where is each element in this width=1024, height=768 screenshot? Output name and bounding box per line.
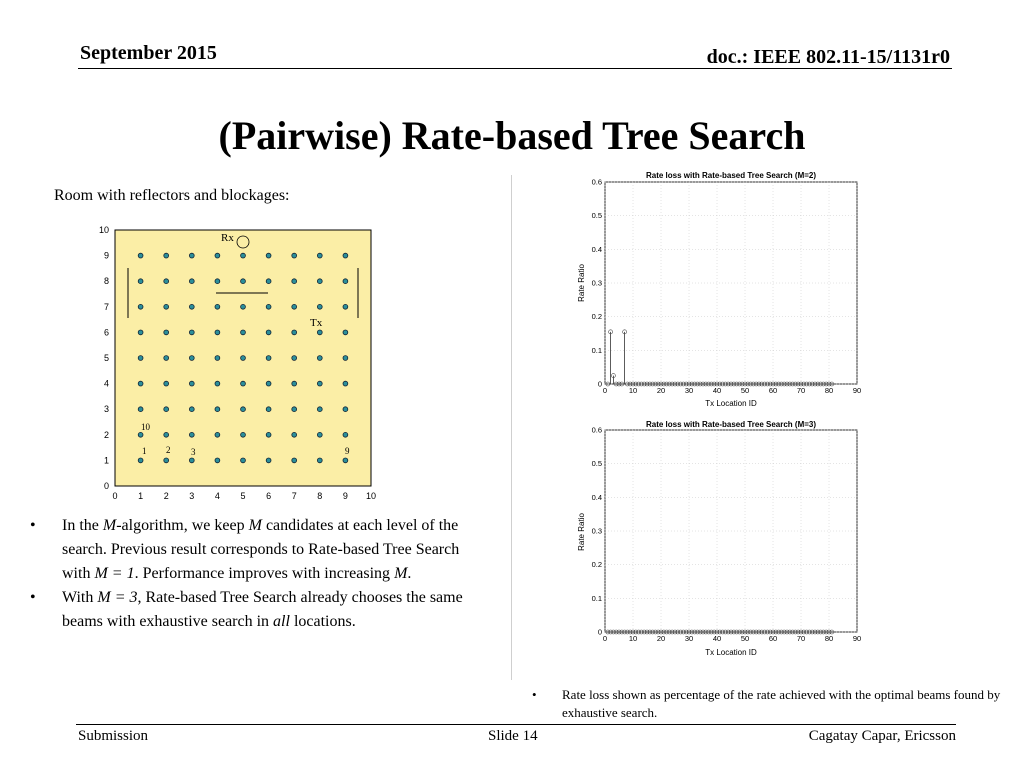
x-tick-label: 7 [291, 491, 297, 501]
chart-ylabel: Rate Ratio [577, 264, 586, 302]
y-tick-label: 0 [103, 481, 109, 491]
tx-location-point [292, 356, 297, 361]
tx-location-point [164, 253, 169, 258]
y-tick-label: 9 [103, 250, 109, 261]
tx-location-point [266, 356, 271, 361]
x-tick-label: 8 [317, 491, 323, 501]
x-tick-label: 0 [602, 634, 608, 643]
y-tick-label: 0 [597, 379, 602, 389]
tx-location-point [343, 381, 348, 386]
x-tick-label: 60 [768, 634, 778, 643]
x-tick-label: 6 [266, 491, 272, 501]
tx-location-point [215, 407, 220, 412]
y-tick-label: 0.4 [591, 244, 602, 254]
tx-location-point [241, 356, 246, 361]
tx-location-point [189, 356, 194, 361]
note-text: Rate loss shown as percentage of the rate achieved with the optimal beams found by exhaustive search. [562, 687, 1001, 720]
footer-slide-number: Slide 14 [488, 728, 538, 744]
y-tick-label: 0 [597, 627, 602, 637]
x-tick-label: 5 [240, 491, 246, 501]
tx-location-point [138, 304, 143, 309]
y-tick-label: 10 [98, 225, 109, 235]
x-tick-label: 10 [365, 491, 377, 501]
tx-location-point [215, 279, 220, 284]
tx-location-point [138, 330, 143, 335]
tx-location-point [164, 407, 169, 412]
tx-location-point [189, 381, 194, 386]
header-doc-id: doc.: IEEE 802.11-15/1131r0 [706, 46, 950, 68]
tx-location-point [189, 407, 194, 412]
x-tick-label: 10 [628, 634, 638, 643]
y-tick-label: 0.2 [591, 560, 602, 570]
tx-location-point [138, 381, 143, 386]
x-tick-label: 90 [852, 386, 862, 395]
tx-location-point [189, 253, 194, 258]
y-tick-label: 2 [103, 429, 109, 440]
tx-location-point [317, 330, 322, 335]
column-divider [511, 175, 512, 680]
tx-location-point [138, 407, 143, 412]
tx-location-point [215, 381, 220, 386]
point-label-9: 9 [345, 446, 350, 456]
x-tick-label: 50 [740, 634, 750, 643]
x-tick-label: 70 [796, 634, 806, 643]
tx-location-point [343, 458, 348, 463]
tx-location-point [164, 304, 169, 309]
x-tick-label: 60 [768, 386, 778, 395]
point-label-3: 3 [191, 447, 196, 457]
tx-location-point [266, 381, 271, 386]
y-tick-label: 6 [103, 327, 109, 338]
x-tick-label: 90 [852, 634, 862, 643]
tx-location-point [317, 253, 322, 258]
tx-location-point [266, 330, 271, 335]
tx-location-point [138, 356, 143, 361]
x-tick-label: 0 [112, 491, 118, 501]
point-label-2: 2 [166, 445, 171, 455]
x-tick-label: 40 [712, 634, 722, 643]
tx-location-point [241, 432, 246, 437]
tx-location-point [241, 304, 246, 309]
point-label-10: 10 [141, 422, 150, 432]
note-bullet: • [532, 687, 537, 702]
chart-title: Rate loss with Rate-based Tree Search (M=2) [645, 171, 817, 180]
y-tick-label: 0.1 [591, 593, 602, 603]
tx-location-point [189, 330, 194, 335]
x-tick-label: 2 [163, 491, 169, 501]
tx-location-point [292, 304, 297, 309]
room-caption: Room with reflectors and blockages: [54, 187, 290, 204]
tx-location-point [215, 330, 220, 335]
tx-location-point [164, 279, 169, 284]
tx-location-point [189, 458, 194, 463]
x-tick-label: 4 [214, 491, 220, 501]
tx-location-point [241, 407, 246, 412]
x-tick-label: 40 [712, 386, 722, 395]
footer-author: Cagatay Capar, Ericsson [808, 728, 956, 744]
y-tick-label: 0.2 [591, 312, 602, 322]
tx-location-point [292, 432, 297, 437]
y-tick-label: 0.4 [591, 492, 602, 502]
tx-location-point [317, 407, 322, 412]
tx-location-point [189, 279, 194, 284]
y-tick-label: 8 [103, 276, 109, 287]
chart-xlabel: Tx Location ID [705, 399, 757, 408]
tx-location-point [317, 458, 322, 463]
y-tick-label: 4 [103, 378, 109, 389]
tx-location-point [343, 279, 348, 284]
x-tick-label: 30 [684, 634, 694, 643]
tx-label: Tx [310, 317, 323, 329]
y-tick-label: 0.6 [591, 425, 602, 435]
tx-location-point [266, 279, 271, 284]
tx-location-point [189, 304, 194, 309]
tx-location-point [266, 458, 271, 463]
tx-location-point [292, 407, 297, 412]
y-tick-label: 1 [103, 455, 109, 466]
tx-location-point [343, 356, 348, 361]
tx-location-point [266, 253, 271, 258]
tx-location-point [215, 356, 220, 361]
tx-location-point [138, 458, 143, 463]
tx-location-point [164, 356, 169, 361]
point-label-1: 1 [142, 446, 147, 456]
y-tick-label: 5 [103, 353, 109, 363]
tx-location-point [343, 253, 348, 258]
tx-location-point [343, 407, 348, 412]
rx-label: Rx [221, 232, 234, 244]
x-tick-label: 80 [824, 634, 834, 643]
tx-location-point [317, 304, 322, 309]
tx-location-point [164, 330, 169, 335]
tx-location-point [266, 304, 271, 309]
tx-location-point [317, 432, 322, 437]
bullet-item: • With M = 3, Rate-based Tree Search already chooses the same beams with exhaustive search in all locations. [30, 586, 470, 634]
tx-location-point [215, 304, 220, 309]
tx-location-point [138, 253, 143, 258]
tx-location-point [292, 458, 297, 463]
tx-location-point [292, 381, 297, 386]
footer-submission: Submission [78, 728, 149, 744]
tx-location-point [138, 432, 143, 437]
chart-title: Rate loss with Rate-based Tree Search (M=3) [645, 420, 817, 429]
x-tick-label: 30 [684, 386, 694, 395]
tx-location-point [164, 458, 169, 463]
slide-title: (Pairwise) Rate-based Tree Search [218, 113, 806, 158]
tx-location-point [241, 253, 246, 258]
tx-location-point [215, 432, 220, 437]
tx-location-point [317, 381, 322, 386]
chart-xlabel: Tx Location ID [705, 648, 757, 657]
tx-location-point [241, 381, 246, 386]
x-tick-label: 9 [342, 491, 348, 501]
y-tick-label: 0.6 [591, 177, 602, 187]
bullet-list [30, 514, 470, 634]
tx-location-point [241, 279, 246, 284]
tx-location-point [317, 279, 322, 284]
y-tick-label: 0.3 [591, 278, 602, 288]
chart-m2 [565, 168, 870, 410]
chart-m3 [565, 416, 870, 660]
y-tick-label: 0.3 [591, 526, 602, 536]
x-tick-label: 20 [656, 634, 666, 643]
tx-location-point [343, 330, 348, 335]
y-tick-label: 7 [103, 301, 109, 312]
y-tick-label: 0.1 [591, 345, 602, 355]
tx-location-point [215, 253, 220, 258]
tx-location-point [292, 279, 297, 284]
tx-location-point [343, 432, 348, 437]
x-tick-label: 10 [628, 386, 638, 395]
x-tick-label: 0 [602, 386, 608, 395]
x-tick-label: 80 [824, 386, 834, 395]
footer-divider [76, 724, 956, 725]
tx-location-point [164, 381, 169, 386]
tx-location-point [266, 432, 271, 437]
x-tick-label: 1 [138, 491, 144, 501]
x-tick-label: 3 [189, 491, 195, 501]
header-divider [78, 68, 952, 69]
x-tick-label: 20 [656, 386, 666, 395]
tx-location-point [164, 432, 169, 437]
bullet-item: • In the M-algorithm, we keep M candidates at each level of the search. Previous result corresponds to Rate-based Tree Search with M = 1. Performance improves with increasing M. [30, 514, 470, 586]
room-diagram [96, 222, 386, 506]
x-tick-label: 50 [740, 386, 750, 395]
y-tick-label: 0.5 [591, 459, 602, 469]
tx-location-point [215, 458, 220, 463]
tx-location-point [292, 330, 297, 335]
tx-location-point [189, 432, 194, 437]
tx-location-point [266, 407, 271, 412]
x-tick-label: 70 [796, 386, 806, 395]
header-date: September 2015 [80, 42, 217, 64]
chart-ylabel: Rate Ratio [577, 513, 586, 551]
y-tick-label: 3 [103, 404, 109, 415]
tx-location-point [138, 279, 143, 284]
tx-location-point [241, 458, 246, 463]
y-tick-label: 0.5 [591, 211, 602, 221]
tx-location-point [343, 304, 348, 309]
tx-location-point [241, 330, 246, 335]
tx-location-point [317, 356, 322, 361]
tx-location-point [292, 253, 297, 258]
